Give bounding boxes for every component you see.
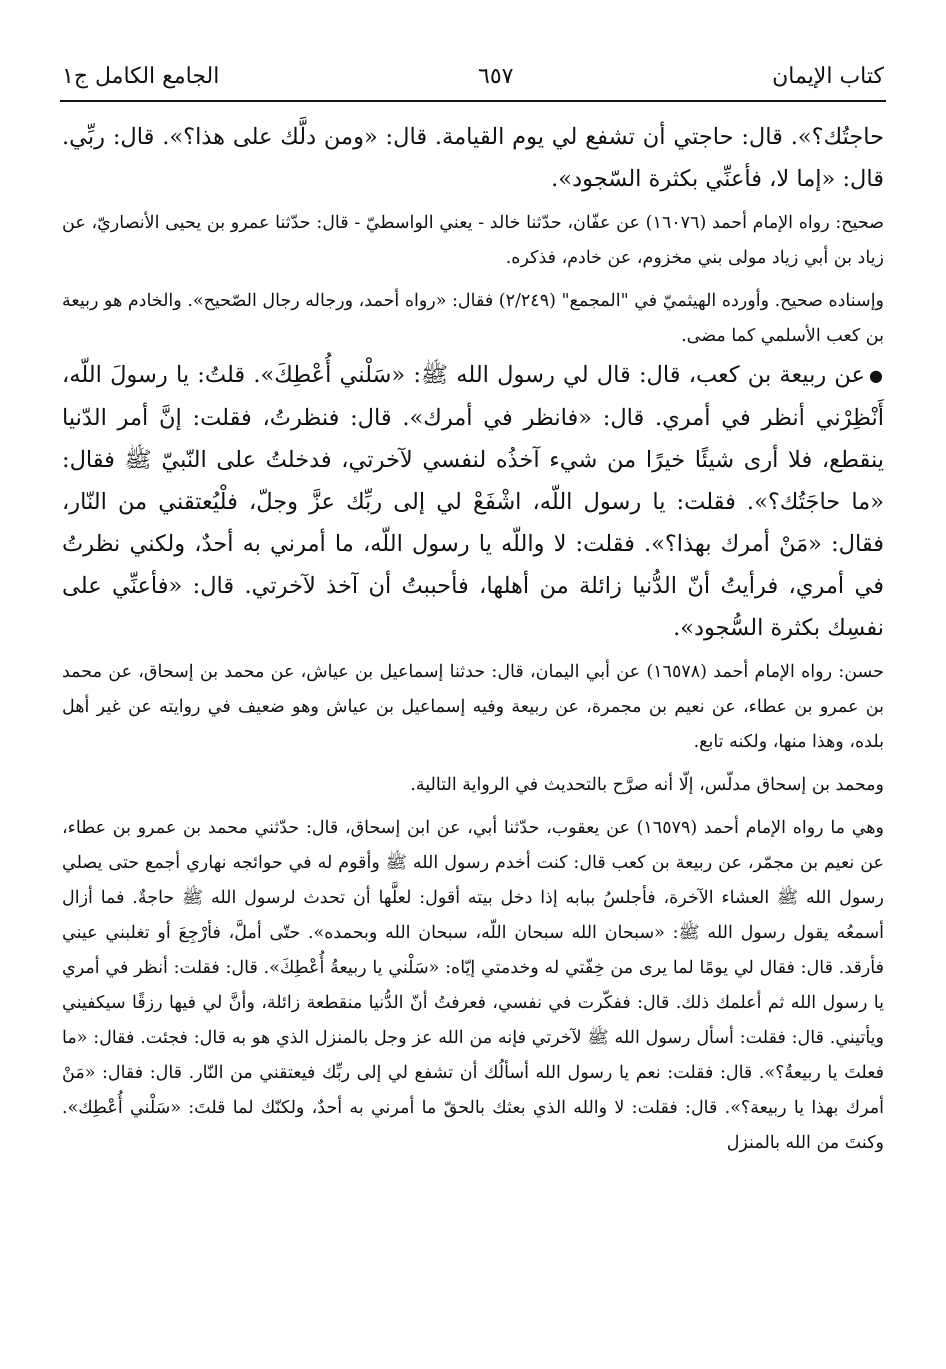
page-body (62, 116, 884, 1161)
paragraph-text: صحيح: رواه الإمام أحمد (١٦٠٧٦) عن عفّان، حدّثنا خالد - يعني الواسطيّ - قال: حدّثنا عمرو بن يحيى الأنصاريّ، عن زياد بن أبي زياد مولى بني مخزوم، عن خادم، فذكره. (62, 213, 884, 268)
chapter-title: كتاب الإيمان (772, 63, 884, 89)
takhrij-note (62, 206, 884, 276)
hadith-text (62, 354, 884, 649)
paragraph-text: وهي ما رواه الإمام أحمد (١٦٥٧٩) عن يعقوب، حدّثنا أبي، عن ابن إسحاق، قال: حدّثني محمد بن عمرو بن عطاء، عن نعيم بن مجمّر، عن ربيعة بن كعب قال: كنت أخدم رسول الله ﷺ وأقوم له في حوائجه نهاري أجمع حتى يصلي رسول الله ﷺ العشاء الآخرة، فأجلسُ ببابه إذا دخل بيته أقول: لعلَّها أن تحدث لرسول الله ﷺ حاجةٌ. فما أزال أسمعُه يقول رسول الله ﷺ: «سبحان الله سبحان اللّه، سبحان الله وبحمده». حتّى أملَّ، فأرْجِعَ أو تغلبني عيني فأرقد. قال: فقال لي يومًا لما يرى من خِفّتي له وخدمتي إيّاه: «سَلْني يا ربيعةُ أُعْطِكَ». قال: فقلت: أنظر في أمري يا رسول الله ثم أعلمك ذلك. قال: ففكّرت في نفسي، فعرفتُ أنّ الدُّنيا منقطعة زائلة، وأنَّ لي فيها رزقًا سيكفيني ويأتيني. قال: فقلت: أسأل رسول الله ﷺ لآخرتي فإنه من الله عز وجل بالمنزل الذي هو به قال: فجئت. فقال: «ما فعلتَ يا ربيعةُ؟». قال: فقلت: نعم يا رسول الله أسألُك أن تشفع لي إلى ربِّك فيعتقني من النّار. قال: فقال: «مَنْ أمرك بهذا يا ربيعة؟». قال: فقلت: لا والله الذي بعثك بالحقّ ما أمرني به أحدٌ، ولكنّك لما قلتَ: «سَلْني أُعْطِك». وكنتَ من الله بالمنزل (62, 818, 884, 1153)
paragraph-text: عن ربيعة بن كعب، قال: قال لي رسول الله ﷺ: «سَلْني أُعْطِكَ». قلتُ: يا رسولَ اللّه، أَنْظِرْني أنظر في أمري. قال: «فانظر في أمرك». قال: فنظرتُ، فقلت: إنَّ أمر الدّنيا ينقطع، فلا أرى شيئًا خيرًا من شيء آخذُه لنفسي لآخرتي، فدخلتُ على النّبيّ ﷺ فقال: «ما حاجَتُك؟». فقلت: يا رسول اللّه، اشْفَعْ لي إلى ربِّك عزَّ وجلّ، فلْيُعتقني من النّار، فقال: «مَنْ أمرك بهذا؟». فقلت: لا واللّه يا رسول اللّه، ما أمرني به أحدٌ، ولكني نظرتُ في أمري، فرأيتُ أنّ الدُّنيا زائلة من أهلها، فأحببتُ أن آخذ لآخرتي. قال: «فأعنِّي على نفسِك بكثرة السُّجود». (62, 362, 884, 641)
paragraph-text: حاجتُك؟». قال: حاجتي أن تشفع لي يوم القيامة. قال: «ومن دلَّك على هذا؟». قال: ربِّي. قال: «إما لا، فأعنِّي بكثرة السّجود». (62, 124, 884, 192)
bullet-icon: ● (868, 366, 884, 385)
book-title: الجامع الكامل ج١ (62, 63, 220, 89)
header-divider (60, 100, 886, 102)
hadith-continuation (62, 116, 884, 200)
page-header (62, 56, 884, 96)
paragraph-text: ومحمد بن إسحاق مدلّس، إلّا أنه صرَّح بالتحديث في الرواية التالية. (410, 775, 884, 795)
paragraph-text: وإسناده صحيح. وأورده الهيثميّ في "المجمع" (٢/٢٤٩) فقال: «رواه أحمد، ورجاله رجال الصّحيح». والخادم هو ربيعة بن كعب الأسلمي كما مضى. (62, 291, 885, 346)
takhrij-note (62, 655, 884, 760)
takhrij-note (62, 811, 884, 1161)
page-number: ٦٥٧ (478, 63, 514, 89)
takhrij-note (62, 284, 884, 354)
paragraph-text: حسن: رواه الإمام أحمد (١٦٥٧٨) عن أبي اليمان، قال: حدثنا إسماعيل بن عياش، عن محمد بن إسحاق، عن محمد بن عمرو بن عطاء، عن نعيم بن مجمرة، عن ربيعة وفيه إسماعيل بن عياش وهو ضعيف في روايته عن غير أهل بلده، وهذا منها، ولكنه تابع. (62, 662, 884, 752)
takhrij-note (62, 768, 884, 803)
